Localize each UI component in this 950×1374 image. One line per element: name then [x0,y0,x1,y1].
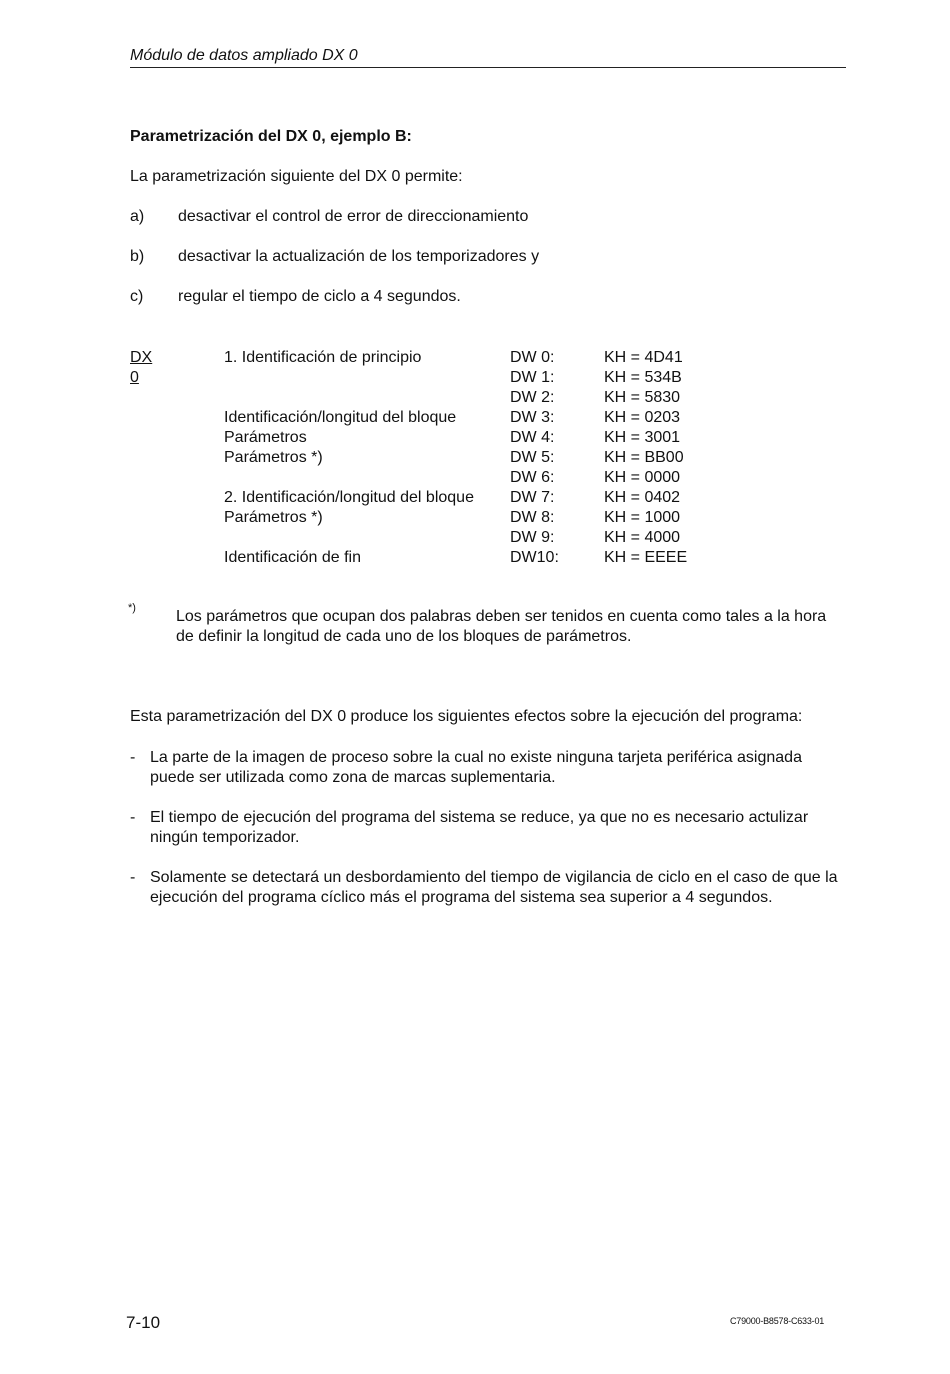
list-item-text: regular el tiempo de ciclo a 4 segundos. [178,288,461,305]
row-value: KH = 1000 [604,509,681,526]
section-intro: La parametrización siguiente del DX 0 permite: [130,168,463,185]
row-value: KH = 4D41 [604,349,683,366]
row-data-word: DW 9: [510,529,555,546]
bullet-text: La parte de la imagen de proceso sobre la cual no existe ninguna tarjeta periférica asignada puede ser utilizada como zona de marcas suplementaria. [150,749,802,786]
row-value: KH = 0000 [604,469,681,486]
row-data-word: DW 5: [510,449,555,466]
row-data-word: DW 4: [510,429,555,446]
row-description: Parámetros *) [224,449,323,466]
list-item-text: desactivar el control de error de direccionamiento [178,208,529,225]
row-data-word: DW10: [510,549,559,566]
section-title: Parametrización del DX 0, ejemplo B: [130,128,412,145]
row-data-word: DW 0: [510,349,555,366]
row-value: KH = 5830 [604,389,681,406]
row-value: KH = 0402 [604,489,681,506]
footnote-marker: *) [128,602,136,614]
bullet-dash: - [130,749,136,766]
list-item-text: desactivar la actualización de los temporizadores y [178,248,540,265]
row-description: 1. Identificación de principio [224,349,422,366]
table-row [130,408,730,428]
row-description: Identificación/longitud del bloque [224,409,457,426]
row-data-word: DW 2: [510,389,555,406]
row-description: 2. Identificación/longitud del bloque [224,489,474,506]
table-row [130,368,730,388]
table-row [130,448,730,468]
table-row [130,508,730,528]
page-number: 7-10 [126,1313,161,1332]
row-data-word: DW 3: [510,409,555,426]
table-row [130,548,730,568]
bullet-text: Solamente se detectará un desbordamiento del tiempo de vigilancia de ciclo en el caso de que la ejecución del programa cíclico más el programa del sistema sea superior a 4 segundos. [150,869,838,906]
bullet-dash: - [130,869,136,886]
table-row [130,528,730,548]
list-item-label: c) [130,288,144,305]
row-value: KH = BB00 [604,449,684,466]
document-code: C79000-B8578-C633-01 [730,1316,825,1326]
list-item-label: a) [130,208,145,225]
effects-intro: Esta parametrización del DX 0 produce los siguientes efectos sobre la ejecución del programa: [130,708,803,725]
footnote-text: Los parámetros que ocupan dos palabras deben ser tenidos en cuenta como tales a la hora de definir la longitud de cada uno de los bloques de parámetros. [176,608,827,645]
running-header: Módulo de datos ampliado DX 0 [130,46,846,68]
row-value: KH = 0203 [604,409,681,426]
row-description: Parámetros *) [224,509,323,526]
row-value: KH = EEEE [604,549,688,566]
row-description: Parámetros [224,429,307,446]
table-row [130,428,730,448]
row-description: Identificación de fin [224,549,361,566]
list-item-label: b) [130,248,145,265]
row-data-word: DW 8: [510,509,555,526]
row-value: KH = 4000 [604,529,681,546]
row-data-word: DW 6: [510,469,555,486]
row-data-word: DW 7: [510,489,555,506]
row-data-word: DW 1: [510,369,555,386]
bullet-dash: - [130,809,136,826]
dx-block-label: DX 0 [130,349,153,386]
row-value: KH = 3001 [604,429,681,446]
table-row [130,348,730,368]
row-value: KH = 534B [604,369,682,386]
table-row [130,388,730,408]
bullet-text: El tiempo de ejecución del programa del sistema se reduce, ya que no es necesario actulizar ningún temporizador. [150,809,809,846]
table-row [130,488,730,508]
table-row [130,468,730,488]
